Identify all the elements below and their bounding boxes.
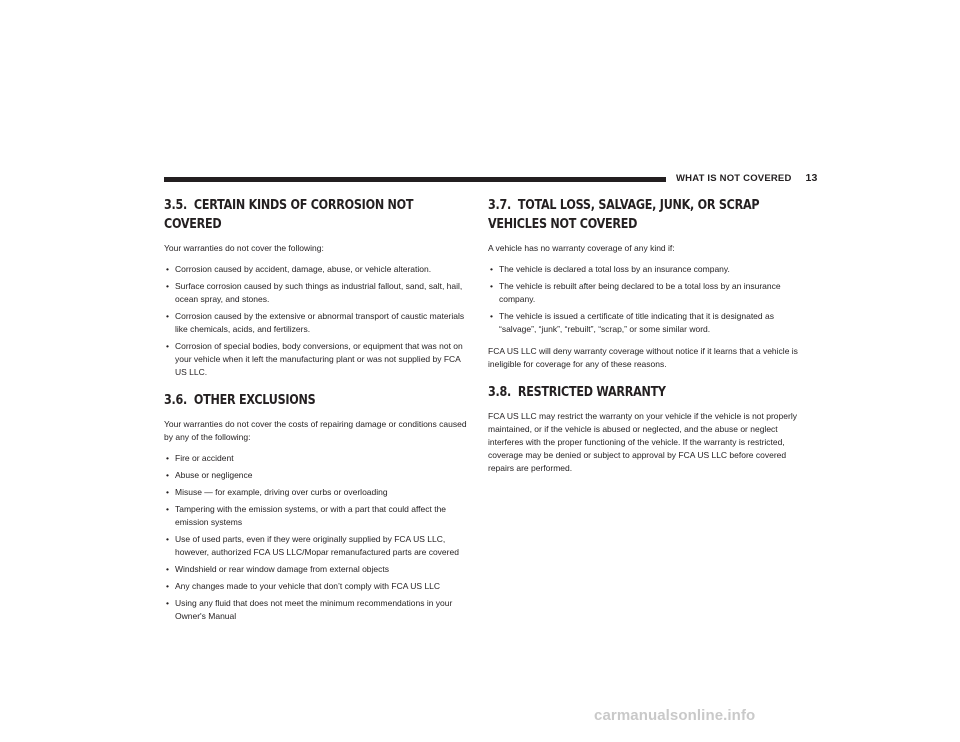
total-loss-list (488, 263, 798, 336)
section-closing: FCA US LLC will deny warranty coverage without notice if it learns that a vehicle is ineligible for coverage for any of these reasons. (488, 346, 798, 369)
list-item: • Tampering with the emission systems, or with a part that could affect the emission systems (164, 503, 474, 529)
list-item: • Use of used parts, even if they were originally supplied by FCA US LLC, however, authorized FCA US LLC/Mopar remanufactured parts are covered (164, 533, 474, 559)
list-item: • Abuse or negligence (164, 469, 474, 482)
header-rule (164, 177, 666, 182)
running-head (676, 172, 818, 184)
section-intro: Your warranties do not cover the following: (164, 243, 324, 253)
list-item: • Windshield or rear window damage from external objects (164, 563, 474, 576)
list-item: • Corrosion caused by accident, damage, abuse, or vehicle alteration. (164, 263, 474, 276)
exclusions-list (164, 452, 474, 623)
list-item: • Using any fluid that does not meet the minimum recommendations in your Owner's Manual (164, 597, 474, 623)
right-column (488, 196, 798, 483)
list-item: • Surface corrosion caused by such things as industrial fallout, sand, salt, hail, ocean spray, and stones. (164, 280, 474, 306)
list-item: • The vehicle is rebuilt after being declared to be a total loss by an insurance company. (488, 280, 798, 306)
list-item: • Corrosion of special bodies, body conversions, or equipment that was not on your vehicle when it left the manufacturing plant or was not supplied by FCA US LLC. (164, 340, 474, 379)
running-head-title: WHAT IS NOT COVERED (676, 173, 792, 184)
section-heading-3-5 (164, 196, 473, 234)
list-item: • The vehicle is issued a certificate of title indicating that it is designated as “salvage”, “junk”, “rebuilt”, “scrap,” or some similar word. (488, 310, 798, 336)
list-item: • Fire or accident (164, 452, 474, 465)
section-intro: A vehicle has no warranty coverage of any kind if: (488, 243, 675, 253)
section-heading-3-8 (488, 383, 797, 402)
list-item: • Any changes made to your vehicle that don’t comply with FCA US LLC (164, 580, 474, 593)
section-number: 3.7. (488, 198, 512, 213)
section-title: RESTRICTED WARRANTY (517, 385, 666, 400)
section-number: 3.8. (488, 385, 512, 400)
section-heading-3-7 (488, 196, 797, 234)
section-intro: Your warranties do not cover the costs of repairing damage or conditions caused by any of the following: (164, 419, 467, 442)
section-number: 3.6. (164, 393, 188, 408)
section-title: OTHER EXCLUSIONS (193, 393, 316, 408)
section-body: FCA US LLC may restrict the warranty on your vehicle if the vehicle is not properly maintained, or if the vehicle is abused or neglected, and the abuse or neglect interferes with the proper functioning of the vehicle. If the warranty is restricted, coverage may be denied or subject to approval by FCA US LLC before covered repairs are performed. (488, 411, 797, 473)
section-title: TOTAL LOSS, SALVAGE, JUNK, OR SCRAP VEHICLES NOT COVERED (488, 198, 760, 232)
page-number: 13 (805, 172, 818, 184)
list-item: • Corrosion caused by the extensive or abnormal transport of caustic materials like chemicals, acids, and fertilizers. (164, 310, 474, 336)
list-item: • The vehicle is declared a total loss by an insurance company. (488, 263, 798, 276)
section-title: CERTAIN KINDS OF CORROSION NOT COVERED (164, 198, 414, 232)
watermark: carmanualsonline.info (594, 707, 756, 724)
section-number: 3.5. (164, 198, 188, 213)
corrosion-list (164, 263, 474, 379)
list-item: • Misuse — for example, driving over curbs or overloading (164, 486, 474, 499)
section-heading-3-6 (164, 391, 473, 410)
left-column (164, 196, 474, 632)
